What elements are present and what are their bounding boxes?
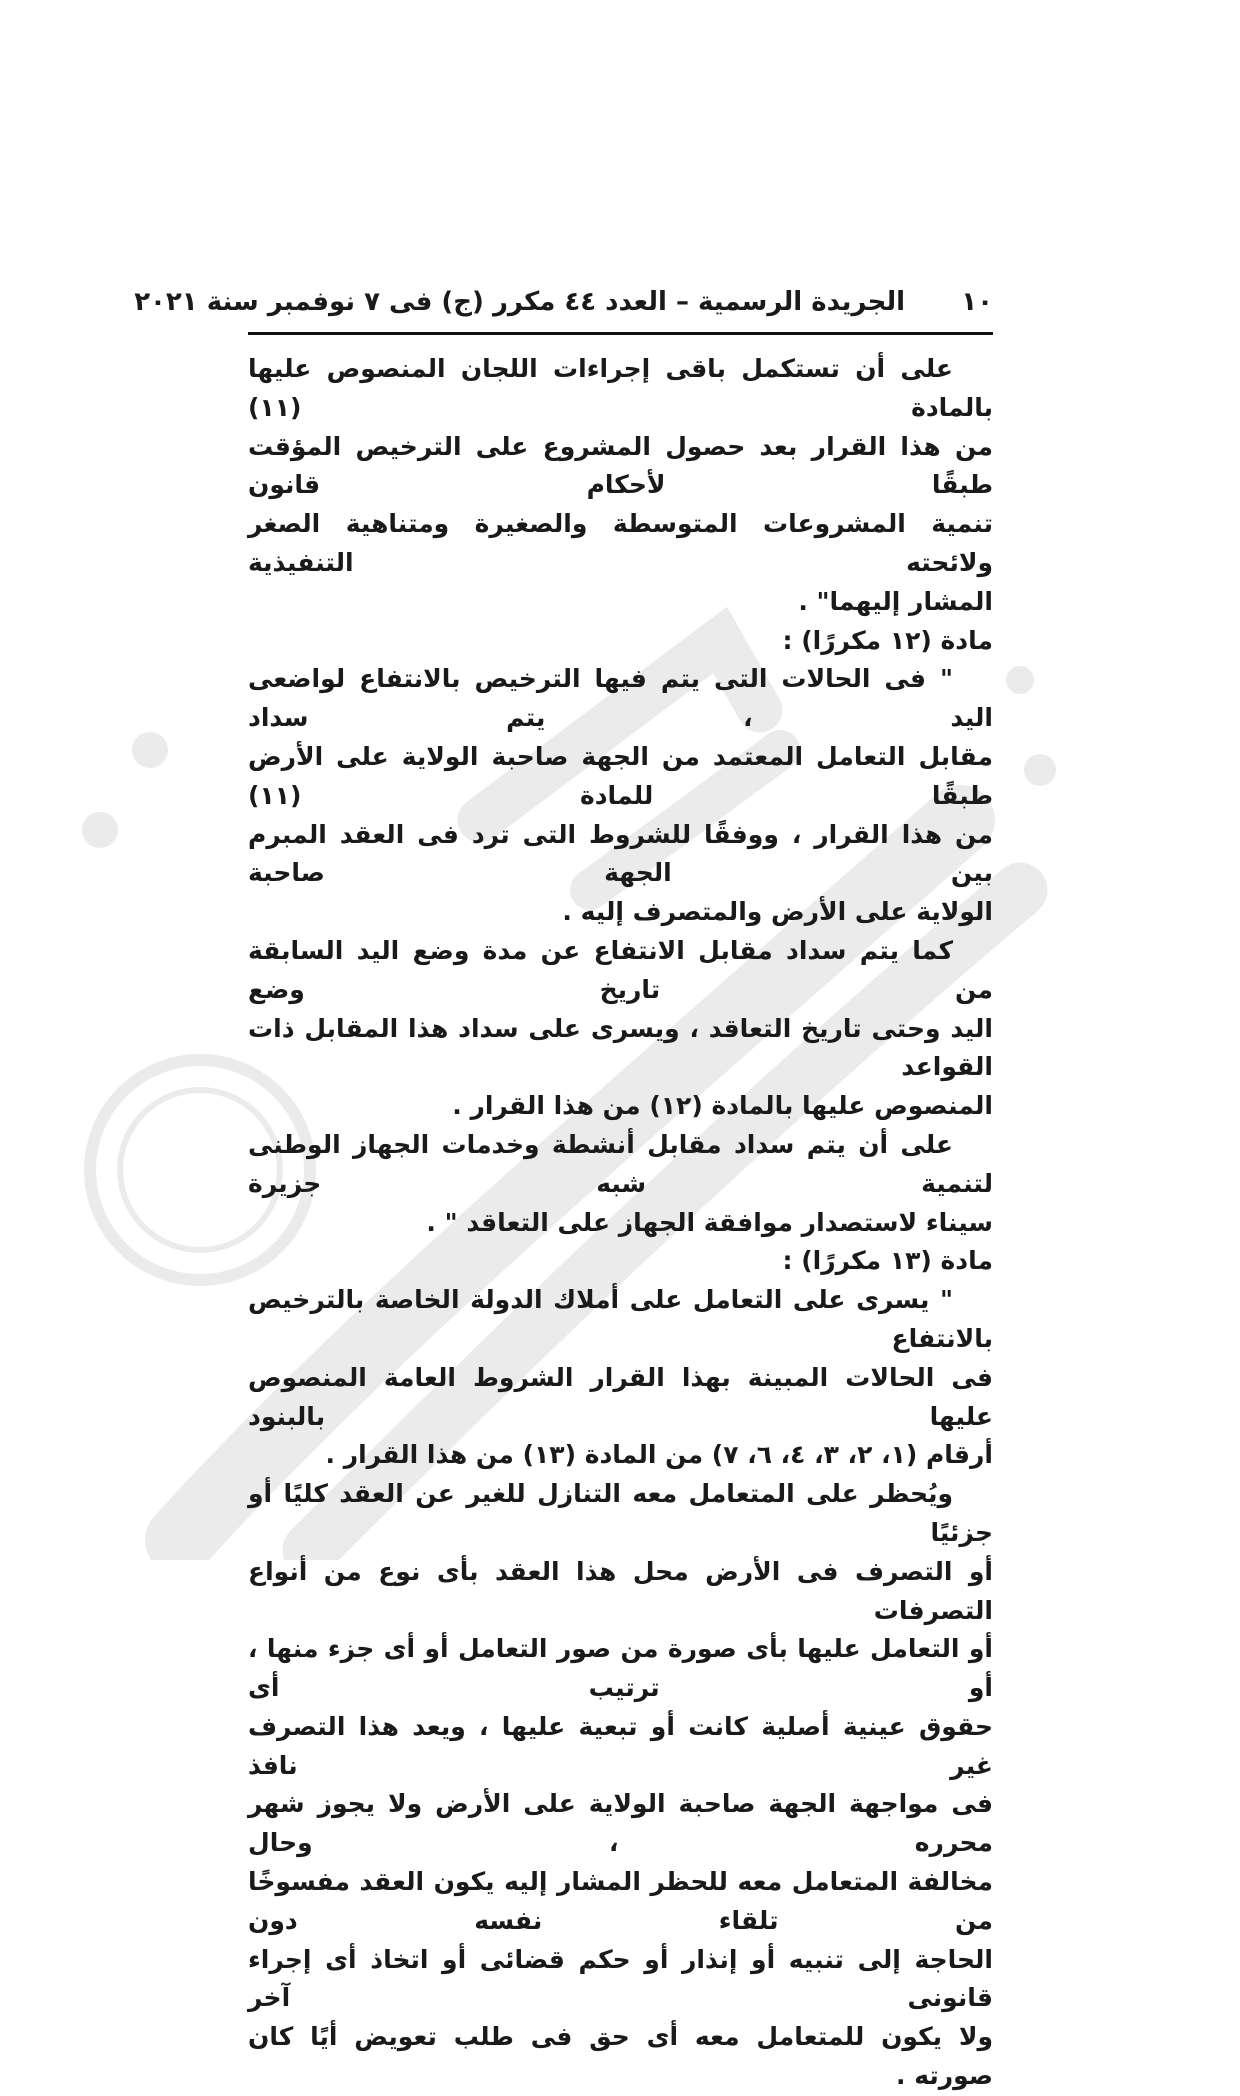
text-line: اليد وحتى تاريخ التعاقد ، ويسرى على سداد هذا المقابل ذات القواعد (248, 1013, 993, 1082)
text-line: مقابل التعامل المعتمد من الجهة صاحبة الولاية على الأرض طبقًا للمادة (١١) (248, 741, 993, 810)
text-line: فى الحالات المبينة بهذا القرار الشروط العامة المنصوص عليها بالبنود (248, 1362, 993, 1431)
text-line: أو التصرف فى الأرض محل هذا العقد بأى نوع من أنواع التصرفات (248, 1556, 993, 1625)
text-line: الحاجة إلى تنبيه أو إنذار أو حكم قضائى أو اتخاذ أى إجراء قانونى آخر (248, 1944, 993, 2013)
text-line: من هذا القرار ، ووفقًا للشروط التى ترد فى العقد المبرم بين الجهة صاحبة (248, 819, 993, 888)
text-line: " فى الحالات التى يتم فيها الترخيص بالانتفاع لواضعى اليد ، يتم سداد (248, 664, 993, 733)
text-line: أرقام (١، ٢، ٣، ٤، ٦، ٧) من المادة (١٣) من هذا القرار . (325, 1440, 993, 1470)
text-line: على أن يتم سداد مقابل أنشطة وخدمات الجهاز الوطنى لتنمية شبه جزيرة (248, 1129, 993, 1198)
document-body (248, 350, 993, 2096)
text-line: من هذا القرار بعد حصول المشروع على الترخيص المؤقت طبقًا لأحكام قانون (248, 431, 993, 500)
header-divider (248, 332, 993, 335)
text-line: فى مواجهة الجهة صاحبة الولاية على الأرض ولا يجوز شهر محرره ، وحال (248, 1789, 993, 1858)
text-line: مخالفة المتعامل معه للحظر المشار إليه يكون العقد مفسوخًا من تلقاء نفسه دون (248, 1867, 993, 1935)
page-header (134, 282, 993, 322)
gazette-title: الجريدة الرسمية – العدد ٤٤ مكرر (ج) فى ٧ نوفمبر سنة ٢٠٢١ (134, 287, 905, 317)
text-line: " يسرى على التعامل على أملاك الدولة الخاصة بالترخيص بالانتفاع (248, 1285, 993, 1353)
text-line: كما يتم سداد مقابل الانتفاع عن مدة وضع اليد السابقة من تاريخ وضع (248, 935, 993, 1004)
text-line: سيناء لاستصدار موافقة الجهاز على التعاقد " . (426, 1207, 993, 1237)
page-number: ١٠ (961, 287, 993, 317)
text-line: الولاية على الأرض والمتصرف إليه . (562, 897, 993, 927)
article-heading: مادة (١٢ مكررًا) : (782, 625, 993, 655)
text-line: المشار إليهما" . (798, 586, 993, 616)
text-line: حقوق عينية أصلية كانت أو تبعية عليها ، ويعد هذا التصرف غير نافذ (248, 1711, 993, 1780)
article-heading: مادة (١٣ مكررًا) : (782, 1246, 993, 1276)
text-line: على أن تستكمل باقى إجراءات اللجان المنصوص عليها بالمادة (١١) (248, 354, 993, 422)
text-line: ولا يكون للمتعامل معه أى حق فى طلب تعويض أيًا كان صورته . (248, 2022, 993, 2091)
text-line: المنصوص عليها بالمادة (١٢) من هذا القرار . (452, 1091, 993, 1121)
text-line: تنمية المشروعات المتوسطة والصغيرة ومتناهية الصغر ولائحته التنفيذية (248, 509, 993, 577)
text-line: ويُحظر على المتعامل معه التنازل للغير عن العقد كليًا أو جزئيًا (248, 1479, 993, 1547)
text-line: أو التعامل عليها بأى صورة من صور التعامل أو أى جزء منها ، أو ترتيب أى (248, 1634, 993, 1703)
